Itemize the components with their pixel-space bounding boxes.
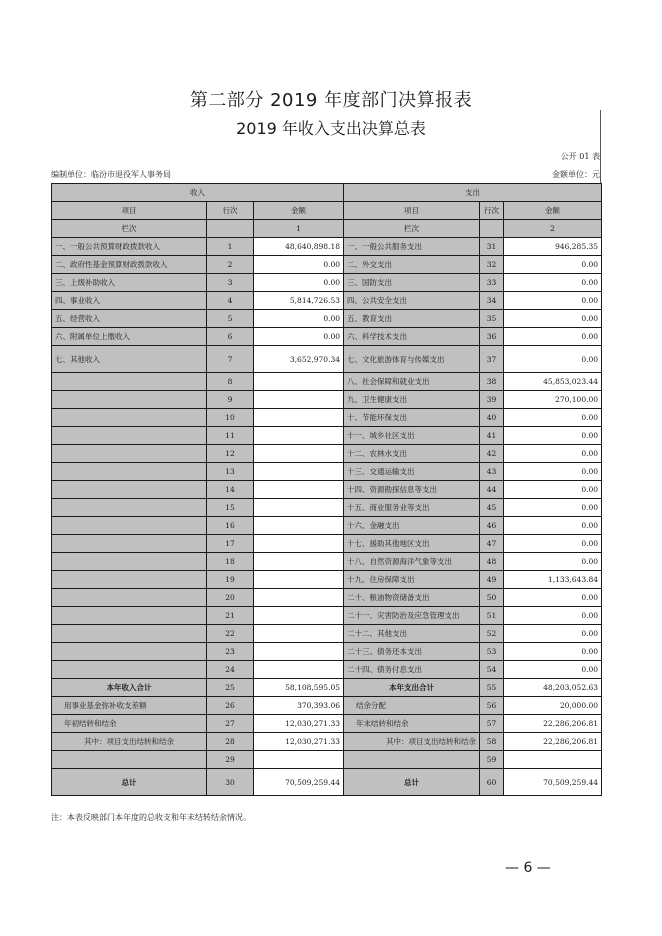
income-amount bbox=[254, 481, 344, 499]
income-item bbox=[52, 625, 207, 643]
income-header: 收入 bbox=[52, 184, 344, 202]
expense-amount: 0.00 bbox=[504, 535, 602, 553]
summary-row bbox=[52, 715, 602, 733]
income-amount bbox=[254, 661, 344, 679]
income-summary-item: 其中：项目支出结转和结余 bbox=[52, 733, 207, 751]
expense-item: 四、公共安全支出 bbox=[344, 292, 480, 310]
income-line: 24 bbox=[207, 661, 254, 679]
expense-line: 55 bbox=[480, 679, 504, 697]
income-item bbox=[52, 517, 207, 535]
table-row bbox=[52, 310, 602, 328]
summary-row bbox=[52, 697, 602, 715]
income-line: 28 bbox=[207, 733, 254, 751]
col-item-income: 项目 bbox=[52, 202, 207, 220]
expense-line: 34 bbox=[480, 292, 504, 310]
expense-line: 51 bbox=[480, 607, 504, 625]
expense-item: 十七、援助其他地区支出 bbox=[344, 535, 480, 553]
income-item bbox=[52, 535, 207, 553]
expense-line: 36 bbox=[480, 328, 504, 346]
expense-item: 二、外交支出 bbox=[344, 256, 480, 274]
income-amount: 0.00 bbox=[254, 328, 344, 346]
income-line: 26 bbox=[207, 697, 254, 715]
expense-item: 六、科学技术支出 bbox=[344, 328, 480, 346]
income-summary-item: 总计 bbox=[52, 769, 207, 796]
income-line: 1 bbox=[207, 238, 254, 256]
income-amount bbox=[254, 625, 344, 643]
income-line: 8 bbox=[207, 373, 254, 391]
income-line: 30 bbox=[207, 769, 254, 796]
table-row bbox=[52, 517, 602, 535]
income-amount bbox=[254, 445, 344, 463]
income-item: 四、事业收入 bbox=[52, 292, 207, 310]
blank-cell bbox=[207, 220, 254, 238]
expense-item: 十三、交通运输支出 bbox=[344, 463, 480, 481]
table-row bbox=[52, 292, 602, 310]
expense-line: 48 bbox=[480, 553, 504, 571]
table-row bbox=[52, 661, 602, 679]
income-amount: 5,814,726.53 bbox=[254, 292, 344, 310]
table-row bbox=[52, 499, 602, 517]
summary-row bbox=[52, 769, 602, 796]
expense-line: 57 bbox=[480, 715, 504, 733]
expense-amount: 0.00 bbox=[504, 463, 602, 481]
income-summary-item: 年初结转和结余 bbox=[52, 715, 207, 733]
expense-item: 十五、商业服务业等支出 bbox=[344, 499, 480, 517]
income-amount bbox=[254, 517, 344, 535]
income-line: 13 bbox=[207, 463, 254, 481]
expense-line: 41 bbox=[480, 427, 504, 445]
income-item bbox=[52, 481, 207, 499]
income-item bbox=[52, 463, 207, 481]
table-row bbox=[52, 409, 602, 427]
expense-amount: 48,203,052.63 bbox=[504, 679, 602, 697]
income-line: 5 bbox=[207, 310, 254, 328]
expense-item: 二十二、其他支出 bbox=[344, 625, 480, 643]
income-line: 10 bbox=[207, 409, 254, 427]
income-line: 25 bbox=[207, 679, 254, 697]
income-line: 14 bbox=[207, 481, 254, 499]
income-amount bbox=[254, 607, 344, 625]
income-amount bbox=[254, 499, 344, 517]
income-item bbox=[52, 445, 207, 463]
expense-item: 十六、金融支出 bbox=[344, 517, 480, 535]
income-amount bbox=[254, 571, 344, 589]
income-item bbox=[52, 499, 207, 517]
expense-line: 50 bbox=[480, 589, 504, 607]
expense-amount: 0.00 bbox=[504, 589, 602, 607]
table-row bbox=[52, 238, 602, 256]
income-line: 7 bbox=[207, 346, 254, 373]
expense-line: 33 bbox=[480, 274, 504, 292]
expense-summary-item bbox=[344, 751, 480, 769]
income-item bbox=[52, 391, 207, 409]
table-row bbox=[52, 571, 602, 589]
income-amount: 12,030,271.33 bbox=[254, 715, 344, 733]
table-row bbox=[52, 589, 602, 607]
expense-line: 44 bbox=[480, 481, 504, 499]
income-amount: 70,509,259.44 bbox=[254, 769, 344, 796]
expense-line: 53 bbox=[480, 643, 504, 661]
income-item bbox=[52, 643, 207, 661]
expense-item: 十二、农林水支出 bbox=[344, 445, 480, 463]
table-row bbox=[52, 535, 602, 553]
income-amount bbox=[254, 409, 344, 427]
expense-line: 58 bbox=[480, 733, 504, 751]
income-line: 17 bbox=[207, 535, 254, 553]
income-line: 29 bbox=[207, 751, 254, 769]
income-item bbox=[52, 607, 207, 625]
income-line: 20 bbox=[207, 589, 254, 607]
expense-item: 九、卫生健康支出 bbox=[344, 391, 480, 409]
expense-line: 31 bbox=[480, 238, 504, 256]
summary-row bbox=[52, 751, 602, 769]
income-line: 18 bbox=[207, 553, 254, 571]
expense-item: 十八、自然资源海洋气象等支出 bbox=[344, 553, 480, 571]
expense-amount: 20,000.00 bbox=[504, 697, 602, 715]
expense-item: 七、文化旅游体育与传媒支出 bbox=[344, 346, 480, 373]
expense-amount: 45,853,023.44 bbox=[504, 373, 602, 391]
income-line: 11 bbox=[207, 427, 254, 445]
expense-amount: 1,133,643.84 bbox=[504, 571, 602, 589]
form-number: 公开 01 表 bbox=[560, 152, 600, 161]
income-amount bbox=[254, 589, 344, 607]
income-item bbox=[52, 589, 207, 607]
table-row bbox=[52, 625, 602, 643]
expense-amount: 270,100.00 bbox=[504, 391, 602, 409]
expense-amount bbox=[504, 751, 602, 769]
income-amount bbox=[254, 553, 344, 571]
expense-line: 45 bbox=[480, 499, 504, 517]
income-item: 六、附属单位上缴收入 bbox=[52, 328, 207, 346]
income-line: 2 bbox=[207, 256, 254, 274]
compiling-unit: 编制单位：临汾市退役军人事务局 bbox=[51, 170, 171, 179]
table-note: 注：本表反映部门本年度的总收支和年末结转结余情况。 bbox=[51, 813, 251, 822]
income-line: 3 bbox=[207, 274, 254, 292]
income-item: 五、经营收入 bbox=[52, 310, 207, 328]
expense-item: 二十、粮油物资储备支出 bbox=[344, 589, 480, 607]
expense-line: 49 bbox=[480, 571, 504, 589]
income-summary-item: 用事业基金弥补收支差额 bbox=[52, 697, 207, 715]
income-item: 三、上级补助收入 bbox=[52, 274, 207, 292]
income-line: 16 bbox=[207, 517, 254, 535]
expense-item: 八、社会保障和就业支出 bbox=[344, 373, 480, 391]
income-line: 12 bbox=[207, 445, 254, 463]
income-amount: 0.00 bbox=[254, 310, 344, 328]
table-row bbox=[52, 328, 602, 346]
expense-summary-item: 总计 bbox=[344, 769, 480, 796]
expense-line: 54 bbox=[480, 661, 504, 679]
summary-row bbox=[52, 733, 602, 751]
income-summary-item bbox=[52, 751, 207, 769]
table-row bbox=[52, 274, 602, 292]
expense-amount: 0.00 bbox=[504, 517, 602, 535]
expense-line: 32 bbox=[480, 256, 504, 274]
expense-amount: 0.00 bbox=[504, 553, 602, 571]
income-amount bbox=[254, 391, 344, 409]
expense-item: 十一、城乡社区支出 bbox=[344, 427, 480, 445]
expense-col-no: 2 bbox=[504, 220, 602, 238]
expense-item: 五、教育支出 bbox=[344, 310, 480, 328]
income-line: 4 bbox=[207, 292, 254, 310]
row-label-income: 栏次 bbox=[52, 220, 207, 238]
income-item bbox=[52, 571, 207, 589]
blank-cell bbox=[480, 220, 504, 238]
income-amount bbox=[254, 373, 344, 391]
income-amount: 12,030,271.33 bbox=[254, 733, 344, 751]
expense-amount: 0.00 bbox=[504, 256, 602, 274]
expense-line: 42 bbox=[480, 445, 504, 463]
expense-line: 56 bbox=[480, 697, 504, 715]
expense-line: 52 bbox=[480, 625, 504, 643]
expense-amount: 0.00 bbox=[504, 499, 602, 517]
income-amount bbox=[254, 535, 344, 553]
expense-amount: 0.00 bbox=[504, 274, 602, 292]
income-item bbox=[52, 373, 207, 391]
expense-summary-item: 年末结转和结余 bbox=[344, 715, 480, 733]
expense-amount: 946,285.35 bbox=[504, 238, 602, 256]
expense-amount: 0.00 bbox=[504, 445, 602, 463]
table-row bbox=[52, 481, 602, 499]
income-line: 21 bbox=[207, 607, 254, 625]
expense-item: 十九、住房保障支出 bbox=[344, 571, 480, 589]
expense-summary-item: 本年支出合计 bbox=[344, 679, 480, 697]
table-row bbox=[52, 463, 602, 481]
expense-amount: 0.00 bbox=[504, 346, 602, 373]
expense-line: 37 bbox=[480, 346, 504, 373]
expense-header: 支出 bbox=[344, 184, 602, 202]
table-row bbox=[52, 256, 602, 274]
expense-line: 60 bbox=[480, 769, 504, 796]
table-row bbox=[52, 607, 602, 625]
expense-amount: 0.00 bbox=[504, 643, 602, 661]
income-amount: 0.00 bbox=[254, 274, 344, 292]
expense-line: 39 bbox=[480, 391, 504, 409]
expense-amount: 22,286,206.81 bbox=[504, 733, 602, 751]
col-line-income: 行次 bbox=[207, 202, 254, 220]
expense-amount: 0.00 bbox=[504, 310, 602, 328]
expense-line: 43 bbox=[480, 463, 504, 481]
income-line: 6 bbox=[207, 328, 254, 346]
expense-item: 二十一、灾害防治及应急管理支出 bbox=[344, 607, 480, 625]
expense-item: 十四、资源勘探信息等支出 bbox=[344, 481, 480, 499]
income-line: 27 bbox=[207, 715, 254, 733]
summary-row bbox=[52, 679, 602, 697]
currency-unit: 金额单位：元 bbox=[552, 170, 600, 179]
income-amount: 370,393.06 bbox=[254, 697, 344, 715]
expense-summary-item: 结余分配 bbox=[344, 697, 480, 715]
expense-amount: 0.00 bbox=[504, 427, 602, 445]
expense-summary-item: 其中：项目支出结转和结余 bbox=[344, 733, 480, 751]
income-line: 15 bbox=[207, 499, 254, 517]
expense-amount: 0.00 bbox=[504, 625, 602, 643]
table-row bbox=[52, 643, 602, 661]
expense-amount: 22,286,206.81 bbox=[504, 715, 602, 733]
income-col-no: 1 bbox=[254, 220, 344, 238]
table-row bbox=[52, 445, 602, 463]
income-item bbox=[52, 661, 207, 679]
row-label-expense: 栏次 bbox=[344, 220, 480, 238]
expense-item: 二十三、债务还本支出 bbox=[344, 643, 480, 661]
expense-amount: 0.00 bbox=[504, 328, 602, 346]
income-line: 23 bbox=[207, 643, 254, 661]
income-amount bbox=[254, 751, 344, 769]
table-row bbox=[52, 553, 602, 571]
income-line: 9 bbox=[207, 391, 254, 409]
expense-amount: 0.00 bbox=[504, 661, 602, 679]
expense-amount: 0.00 bbox=[504, 409, 602, 427]
income-amount: 48,640,898.18 bbox=[254, 238, 344, 256]
income-expense-table bbox=[51, 183, 602, 796]
income-line: 22 bbox=[207, 625, 254, 643]
income-amount bbox=[254, 643, 344, 661]
income-amount bbox=[254, 463, 344, 481]
expense-item: 三、国防支出 bbox=[344, 274, 480, 292]
table-row bbox=[52, 346, 602, 373]
income-item bbox=[52, 553, 207, 571]
expense-line: 59 bbox=[480, 751, 504, 769]
income-item: 二、政府性基金预算财政拨款收入 bbox=[52, 256, 207, 274]
income-amount: 3,652,970.34 bbox=[254, 346, 344, 373]
income-item: 七、其他收入 bbox=[52, 346, 207, 373]
expense-line: 47 bbox=[480, 535, 504, 553]
income-item bbox=[52, 427, 207, 445]
document-title: 第二部分 2019 年度部门决算报表 bbox=[189, 90, 473, 111]
expense-line: 46 bbox=[480, 517, 504, 535]
income-amount: 58,108,595.05 bbox=[254, 679, 344, 697]
expense-amount: 70,509,259.44 bbox=[504, 769, 602, 796]
col-line-expense: 行次 bbox=[480, 202, 504, 220]
expense-line: 38 bbox=[480, 373, 504, 391]
expense-item: 一、一般公共服务支出 bbox=[344, 238, 480, 256]
table-title: 2019 年收入支出决算总表 bbox=[236, 119, 426, 138]
col-amount-income: 金额 bbox=[254, 202, 344, 220]
income-summary-item: 本年收入合计 bbox=[52, 679, 207, 697]
expense-amount: 0.00 bbox=[504, 607, 602, 625]
expense-line: 35 bbox=[480, 310, 504, 328]
table-row bbox=[52, 391, 602, 409]
margin-line bbox=[600, 110, 601, 184]
income-amount: 0.00 bbox=[254, 256, 344, 274]
col-item-expense: 项目 bbox=[344, 202, 480, 220]
income-item bbox=[52, 409, 207, 427]
table-row bbox=[52, 427, 602, 445]
expense-item: 十、节能环保支出 bbox=[344, 409, 480, 427]
expense-line: 40 bbox=[480, 409, 504, 427]
expense-item: 二十四、债务付息支出 bbox=[344, 661, 480, 679]
income-line: 19 bbox=[207, 571, 254, 589]
table-row bbox=[52, 373, 602, 391]
expense-amount: 0.00 bbox=[504, 481, 602, 499]
income-amount bbox=[254, 427, 344, 445]
income-item: 一、一般公共预算财政拨款收入 bbox=[52, 238, 207, 256]
col-amount-expense: 金额 bbox=[504, 202, 602, 220]
page-number: — 6 — bbox=[505, 860, 551, 876]
expense-amount: 0.00 bbox=[504, 292, 602, 310]
